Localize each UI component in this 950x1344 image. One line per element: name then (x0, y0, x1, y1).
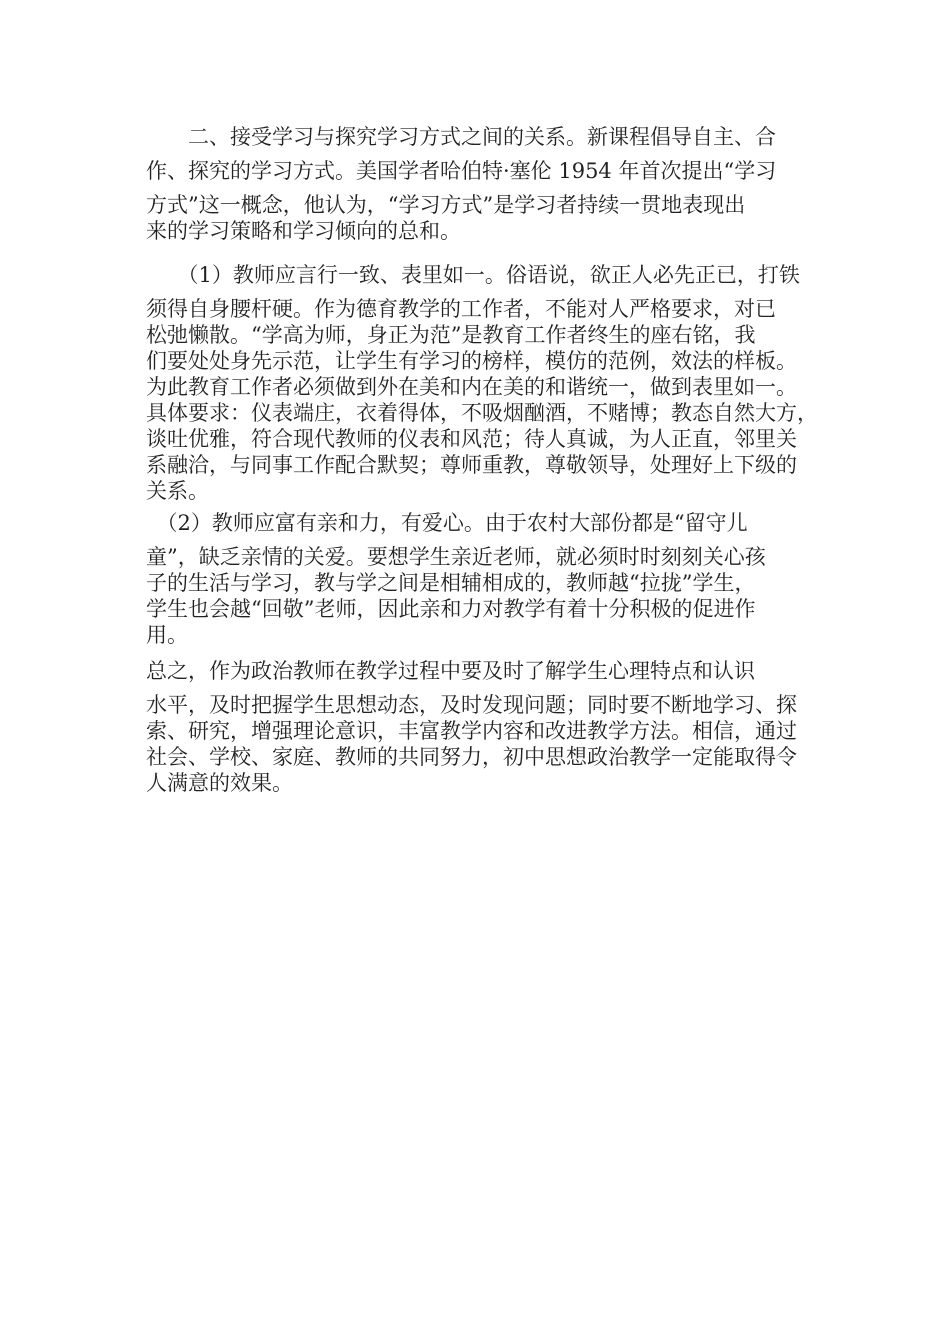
paragraph-2 (146, 262, 818, 504)
paragraph-line: 作、探究的学习方式。美国学者哈伯特·塞伦 1954 年首次提出“学习 (146, 159, 777, 183)
paragraph-line: 系融洽，与同事工作配合默契；尊师重教，尊敬领导，处理好上下级的 (146, 453, 797, 477)
paragraph-line: 松弛懒散。“学高为师，身正为范”是教育工作者终生的座右铭，我 (146, 323, 756, 347)
paragraph-line: 具体要求：仪表端庄，衣着得体，不吸烟酗酒，不赌博；教态自然大方， (146, 401, 818, 425)
paragraph-line: 童”，缺乏亲情的关爱。要想学生亲近老师，就必须时时刻刻关心孩 (146, 545, 766, 569)
paragraph-line: 二、接受学习与探究学习方式之间的关系。新课程倡导自主、合 (146, 125, 776, 149)
paragraph-line: 来的学习策略和学习倾向的总和。 (146, 219, 461, 243)
paragraph-line: 索、研究，增强理论意识，丰富教学内容和改进教学方法。相信，通过 (146, 719, 797, 743)
paragraph-line: 用。 (146, 623, 188, 647)
paragraph-line: 为此教育工作者必须做到外在美和内在美的和谐统一，做到表里如一。 (146, 375, 797, 399)
paragraph-line: （1）教师应言行一致、表里如一。俗语说，欲正人必先正已，打铁 (146, 263, 800, 287)
paragraph-line: 们要处处身先示范，让学生有学习的榜样，模仿的范例，效法的样板。 (146, 349, 797, 373)
paragraph-line: 谈吐优雅，符合现代教师的仪表和风范；待人真诚，为人正直，邻里关 (146, 427, 797, 451)
paragraph-line: 学生也会越“回敬”老师，因此亲和力对教学有着十分积极的促进作 (146, 597, 756, 621)
paragraph-line: 须得自身腰杆硬。作为德育教学的工作者，不能对人严格要求，对已 (146, 297, 776, 321)
paragraph-3 (146, 510, 814, 648)
paragraph-line: 关系。 (146, 479, 209, 503)
paragraph-line: 总之，作为政治教师在教学过程中要及时了解学生心理特点和认识 (146, 659, 755, 683)
paragraph-line: 方式”这一概念，他认为，“学习方式”是学习者持续一贯地表现出 (146, 193, 746, 217)
paragraph-1 (146, 124, 814, 244)
paragraph-line: 人满意的效果。 (146, 771, 293, 795)
paragraph-line: 子的生活与学习，教与学之间是相辅相成的，教师越“拉拢”学生， (146, 571, 756, 595)
paragraph-line: 水平，及时把握学生思想动态，及时发现问题；同时要不断地学习、探 (146, 693, 797, 717)
paragraph-line: （2）教师应富有亲和力，有爱心。由于农村大部份都是“留守儿 (146, 511, 748, 535)
paragraph-4 (146, 658, 814, 796)
paragraph-line: 社会、学校、家庭、教师的共同努力，初中思想政治教学一定能取得令 (146, 745, 797, 769)
